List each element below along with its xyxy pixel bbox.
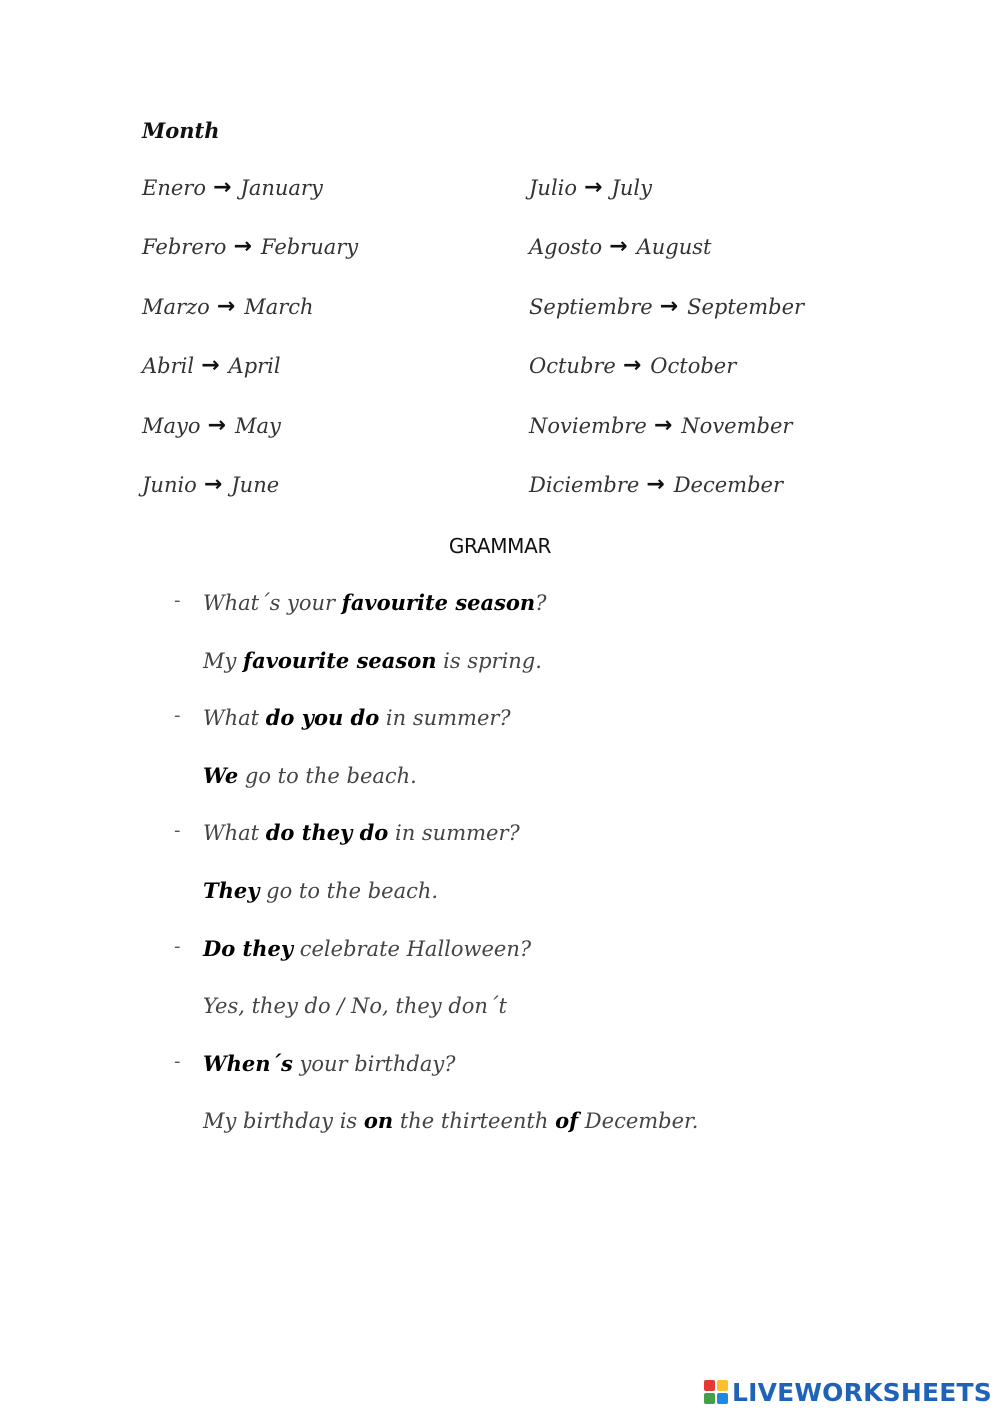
month-spanish: Octubre — [529, 354, 616, 379]
question-text: ? — [535, 591, 547, 615]
month-row — [142, 295, 502, 354]
logo-blocks-icon — [704, 1380, 728, 1404]
grammar-question — [174, 705, 874, 763]
month-english: April — [228, 354, 281, 379]
grammar-list — [174, 590, 874, 1166]
answer-keyword: of — [555, 1108, 579, 1134]
month-english: June — [231, 472, 280, 497]
month-row — [529, 354, 889, 413]
month-row — [142, 414, 502, 473]
month-english: July — [611, 176, 652, 200]
question-text: celebrate Halloween? — [293, 936, 532, 961]
logo-block — [704, 1393, 715, 1404]
month-english: December — [673, 472, 783, 497]
arrow-right-icon: → — [207, 412, 226, 438]
question-keyword: favourite season — [341, 590, 536, 615]
question-text: What — [203, 821, 266, 846]
months-title: Month — [142, 118, 220, 143]
arrow-right-icon: → — [584, 175, 603, 200]
month-spanish: Abril — [142, 354, 195, 379]
answer-keyword: We — [203, 762, 239, 788]
month-spanish: Enero — [142, 176, 206, 200]
months-column-right — [529, 176, 889, 532]
arrow-right-icon: → — [653, 412, 673, 438]
month-row — [529, 295, 889, 354]
logo-block — [717, 1393, 728, 1404]
month-english: January — [240, 176, 323, 200]
grammar-item — [174, 820, 874, 935]
month-row — [529, 176, 889, 235]
month-row — [142, 473, 502, 532]
month-english: October — [650, 354, 737, 379]
grammar-item — [174, 936, 874, 1051]
month-row — [142, 176, 502, 235]
answer-text: the thirteenth — [393, 1109, 556, 1134]
answer-text: go to the beach. — [238, 763, 417, 788]
bullet-dash: - — [174, 590, 181, 611]
month-spanish: Marzo — [142, 294, 210, 319]
months-column-left — [142, 176, 502, 532]
question-text: What — [203, 706, 266, 731]
month-english: September — [687, 294, 805, 319]
arrow-right-icon: → — [233, 234, 252, 260]
month-spanish: Julio — [529, 176, 578, 200]
answer-keyword: They — [203, 877, 260, 903]
question-keyword: Do they — [203, 935, 294, 961]
answer-text: Yes, they do / No, they don´t — [203, 994, 507, 1019]
arrow-right-icon: → — [203, 471, 223, 497]
grammar-answer — [174, 878, 874, 936]
question-text: your birthday? — [292, 1051, 456, 1076]
month-spanish: Septiembre — [529, 294, 653, 319]
arrow-right-icon: → — [201, 353, 220, 379]
answer-text: is spring. — [436, 648, 542, 673]
question-text: What´s your — [203, 591, 342, 615]
grammar-question — [174, 1051, 874, 1109]
grammar-answer — [174, 993, 874, 1051]
grammar-question — [174, 590, 874, 648]
grammar-answer — [174, 763, 874, 821]
question-keyword: do you do — [265, 705, 380, 731]
logo-block — [717, 1380, 728, 1391]
month-spanish: Febrero — [142, 235, 227, 260]
arrow-right-icon: → — [622, 353, 642, 379]
answer-text: December. — [578, 1109, 699, 1134]
answer-text: My — [203, 648, 244, 673]
month-spanish: Diciembre — [529, 472, 640, 497]
liveworksheets-logo — [704, 1377, 992, 1407]
grammar-title: GRAMMAR — [448, 534, 552, 558]
month-row — [529, 473, 889, 532]
answer-text: go to the beach. — [259, 878, 439, 903]
bullet-dash: - — [174, 705, 181, 727]
grammar-question — [174, 936, 874, 994]
month-english: March — [244, 294, 314, 319]
logo-block — [704, 1380, 715, 1391]
arrow-right-icon: → — [646, 471, 665, 497]
bullet-dash: - — [174, 820, 181, 842]
month-english: February — [260, 235, 359, 260]
answer-keyword: favourite season — [243, 647, 437, 673]
arrow-right-icon: → — [212, 175, 232, 200]
month-english: November — [681, 413, 793, 438]
month-spanish: Junio — [142, 472, 197, 497]
month-row — [529, 235, 889, 294]
arrow-right-icon: → — [216, 293, 236, 319]
grammar-item — [174, 590, 874, 705]
month-row — [142, 354, 502, 413]
month-spanish: Agosto — [529, 235, 603, 260]
month-english: August — [636, 235, 712, 260]
answer-text: My birthday is — [203, 1109, 364, 1134]
grammar-question — [174, 820, 874, 878]
bullet-dash: - — [174, 935, 181, 957]
month-row — [529, 414, 889, 473]
grammar-item — [174, 1051, 874, 1166]
grammar-item — [174, 705, 874, 820]
month-row — [142, 235, 502, 294]
bullet-dash: - — [174, 1050, 181, 1072]
question-keyword: When´s — [203, 1050, 293, 1076]
month-spanish: Noviembre — [529, 413, 647, 438]
arrow-right-icon: → — [659, 293, 679, 319]
logo-text: LIVEWORKSHEETS — [731, 1377, 992, 1407]
question-text: in summer? — [379, 706, 511, 731]
grammar-answer — [174, 648, 874, 706]
grammar-answer — [174, 1108, 874, 1166]
month-english: May — [234, 413, 281, 438]
question-text: in summer? — [388, 821, 520, 846]
question-keyword: do they do — [265, 820, 389, 846]
arrow-right-icon: → — [609, 234, 628, 260]
answer-keyword: on — [363, 1108, 394, 1134]
month-spanish: Mayo — [142, 413, 201, 438]
